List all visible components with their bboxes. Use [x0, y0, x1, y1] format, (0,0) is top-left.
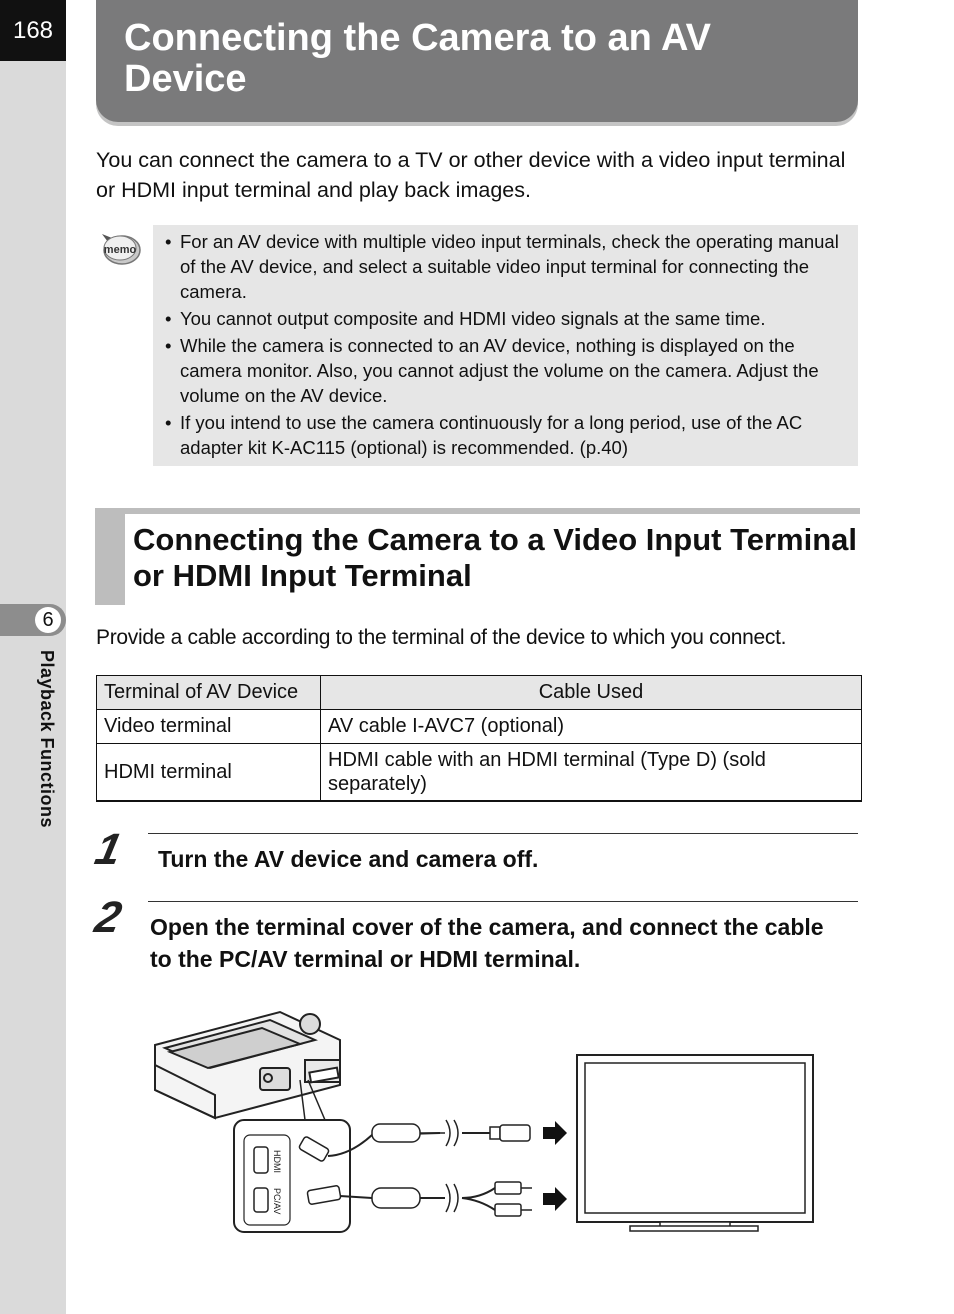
memo-item: • If you intend to use the camera continuously for a long period, use of the AC adapter kit K-AC115 (optional) is recommended. (p.40) [163, 410, 848, 460]
table-cell: AV cable I-AVC7 (optional) [321, 710, 862, 744]
section-heading [95, 508, 860, 605]
table-cell: Video terminal [97, 710, 321, 744]
memo-icon [98, 228, 142, 268]
memo-icon-label: memo [103, 244, 137, 256]
memo-item: • While the camera is connected to an AV device, nothing is displayed on the camera monitor. Also, you cannot adjust the volume on the camera. Adjust the volume on the AV device. [163, 333, 848, 408]
pcav-port [254, 1188, 268, 1212]
chapter-label: Playback Functions [37, 650, 57, 829]
section-bar [95, 508, 125, 605]
step-text: Turn the AV device and camera off. [158, 846, 539, 872]
table-row [97, 744, 862, 802]
table-cell: HDMI cable with an HDMI terminal (Type D) (sold separately) [321, 744, 862, 802]
section-lead: Provide a cable according to the terminal of the device to which you connect. [96, 626, 787, 649]
table-row [97, 710, 862, 744]
memo-box [153, 225, 858, 466]
section-rule [95, 508, 860, 514]
step-2 [90, 893, 858, 981]
hdmi-port-label: HDMI [272, 1150, 282, 1173]
chapter-number: 6 [35, 607, 61, 633]
memo-item: • For an AV device with multiple video input terminals, check the operating manual of the AV device, and select a suitable video input terminal for connecting the camera. [163, 229, 848, 304]
intro-paragraph: You can connect the camera to a TV or other device with a video input terminal or HDMI input terminal and play back images. [96, 148, 846, 202]
table-header: Cable Used [321, 676, 862, 710]
section-title: Connecting the Camera to a Video Input Terminal or HDMI Input Terminal [133, 522, 858, 593]
table-header-row [97, 676, 862, 710]
arrow-icon [543, 1121, 567, 1145]
table-cell: HDMI terminal [97, 744, 321, 802]
step-number: 2 [90, 893, 126, 942]
table-header: Terminal of AV Device [97, 676, 321, 710]
arrow-icon [543, 1187, 567, 1211]
pcav-port-label: PC/AV [272, 1188, 282, 1215]
memo-item: • You cannot output composite and HDMI video signals at the same time. [163, 306, 848, 331]
tv-illustration [577, 1055, 813, 1231]
hdmi-port [254, 1147, 268, 1173]
step-1 [90, 825, 858, 893]
cable-table [96, 675, 862, 802]
page-title: Connecting the Camera to an AV Device [124, 17, 711, 100]
step-rule [148, 833, 858, 834]
step-number: 1 [90, 825, 126, 874]
page-number: 168 [0, 0, 66, 61]
camera-illustration [155, 1012, 340, 1118]
connection-illustration [150, 1000, 820, 1235]
step-rule [148, 901, 858, 902]
step-text: Open the terminal cover of the camera, and connect the cable to the PC/AV terminal or HDMI terminal. [150, 914, 824, 972]
memo-list [163, 229, 848, 460]
title-banner [96, 0, 858, 122]
